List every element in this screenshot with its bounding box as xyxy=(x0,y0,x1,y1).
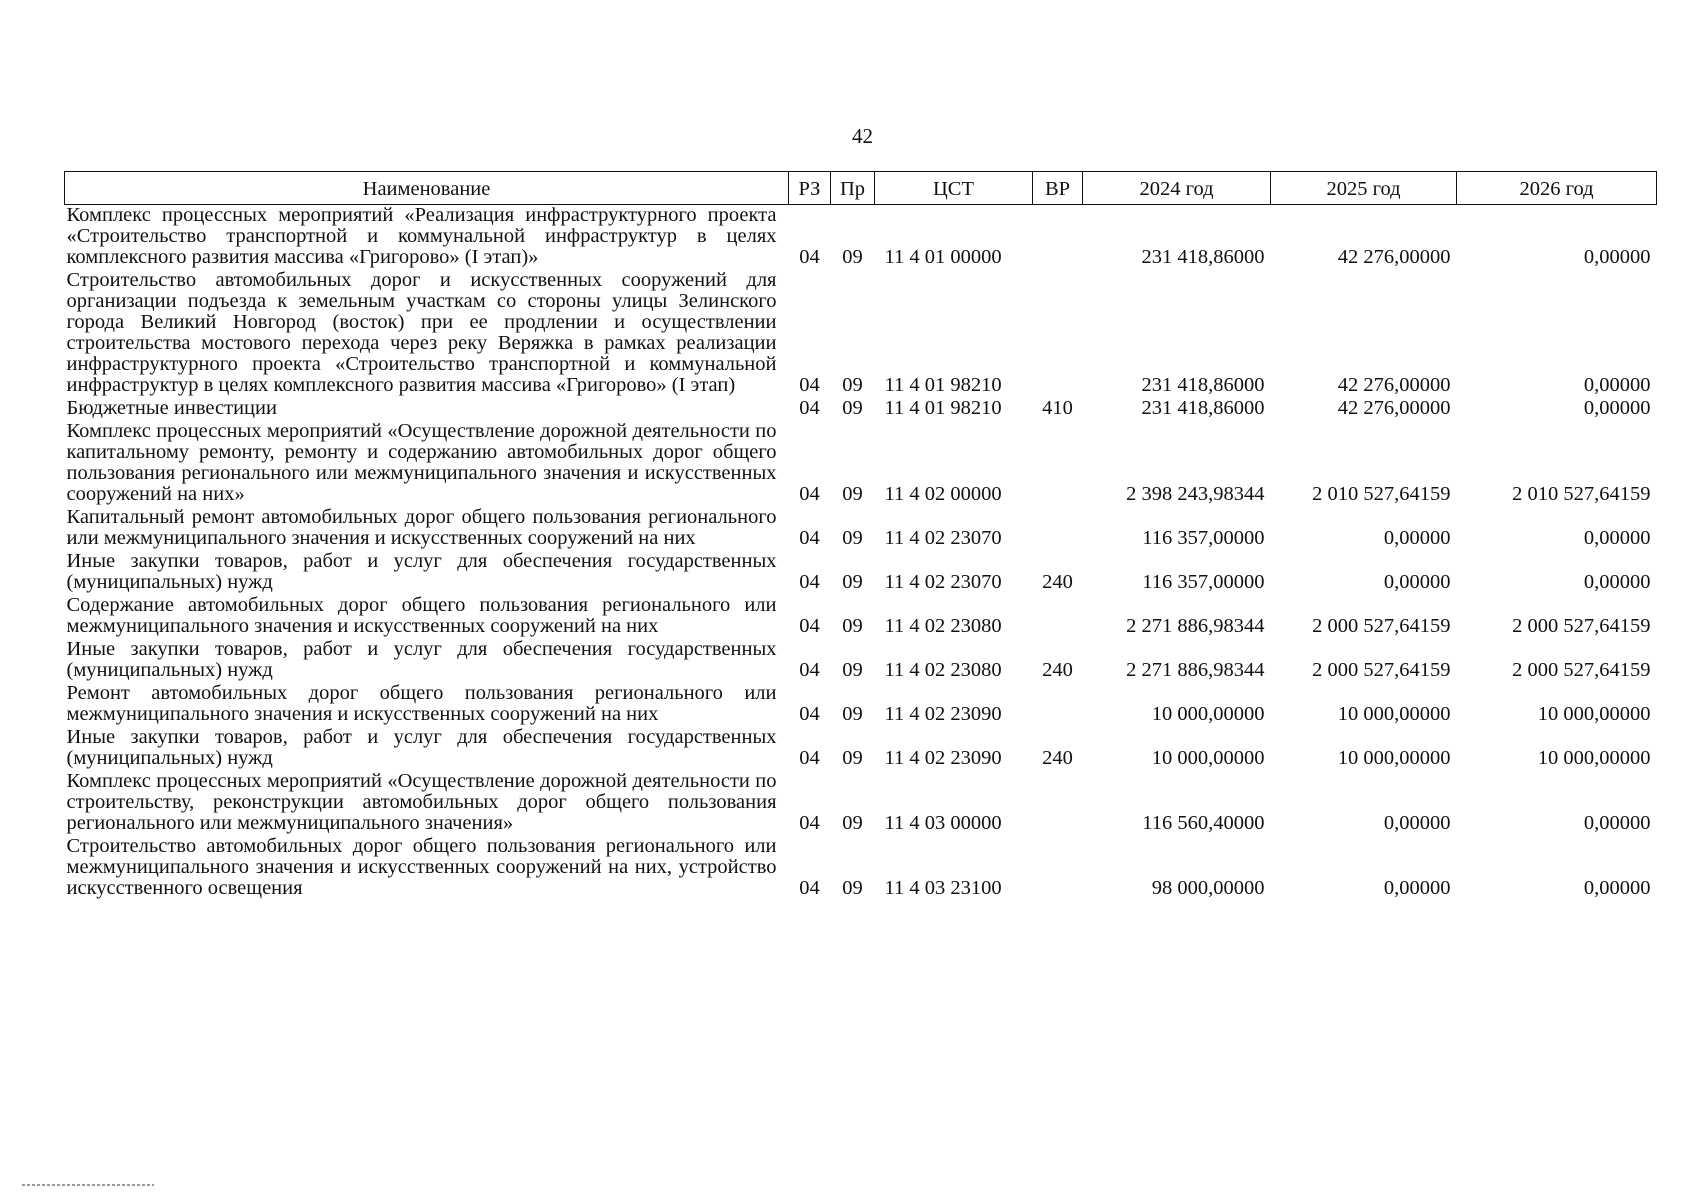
row-2025: 2 010 527,64159 xyxy=(1312,483,1451,505)
row-pr: 09 xyxy=(842,877,863,899)
row-cst: 11 4 01 98210 xyxy=(884,397,1002,419)
header-name: Наименование xyxy=(65,172,789,205)
row-vr xyxy=(1033,205,1083,271)
row-rz: 04 xyxy=(799,246,820,268)
row-cst: 11 4 03 23100 xyxy=(884,877,1002,899)
table-row xyxy=(65,683,1657,727)
row-vr: 240 xyxy=(1042,747,1073,769)
row-vr xyxy=(1033,270,1083,398)
table-row xyxy=(65,639,1657,683)
table-row xyxy=(65,595,1657,639)
row-2025: 10 000,00000 xyxy=(1337,703,1451,725)
row-vr: 240 xyxy=(1042,571,1073,593)
row-rz: 04 xyxy=(799,747,820,769)
row-vr xyxy=(1033,421,1083,507)
table-row xyxy=(65,836,1657,901)
scan-artifact-line xyxy=(22,1184,154,1186)
row-name: Строительство автомобильных дорог и искусственных сооружений для организации подъезда к земельным участкам со стороны улицы Зелинского города Великий Новгород (восток) при ее продлении и осуществлении строительства мостового перехода через реку Веряжка в рамках реализации инфраструктурного проекта «Строительство транспортной и коммунальной инфраструктур в целях комплексного развития массива «Григорово» (I этап) xyxy=(66,269,777,396)
row-rz: 04 xyxy=(799,483,820,505)
row-cst: 11 4 02 23080 xyxy=(884,659,1002,681)
row-vr: 240 xyxy=(1042,659,1073,681)
header-rz: РЗ xyxy=(789,172,831,205)
row-2026: 10 000,00000 xyxy=(1537,703,1651,725)
row-2025: 0,00000 xyxy=(1383,527,1451,549)
row-cst: 11 4 02 23090 xyxy=(884,747,1002,769)
budget-table xyxy=(64,171,1657,901)
row-2024: 2 271 886,98344 xyxy=(1126,615,1265,637)
table-row xyxy=(65,205,1657,271)
row-2026: 0,00000 xyxy=(1583,374,1651,396)
row-pr: 09 xyxy=(842,659,863,681)
row-rz: 04 xyxy=(799,703,820,725)
table-row xyxy=(65,507,1657,551)
row-2024: 2 271 886,98344 xyxy=(1126,659,1265,681)
row-2026: 0,00000 xyxy=(1583,812,1651,834)
header-2025: 2025 год xyxy=(1271,172,1457,205)
header-row xyxy=(65,172,1657,205)
row-2025: 0,00000 xyxy=(1383,812,1451,834)
row-name: Иные закупки товаров, работ и услуг для обеспечения государственных (муниципальных) нужд xyxy=(66,638,777,681)
row-name: Иные закупки товаров, работ и услуг для обеспечения государственных (муниципальных) нужд xyxy=(66,726,777,769)
row-name: Комплекс процессных мероприятий «Осуществление дорожной деятельности по капитальному ремонту, ремонту и содержанию автомобильных дорог общего пользования регионального или межмуниципального значения и искусственных сооружений на них» xyxy=(66,420,777,505)
row-2025: 2 000 527,64159 xyxy=(1312,659,1451,681)
row-2026: 2 000 527,64159 xyxy=(1512,659,1651,681)
row-vr xyxy=(1033,771,1083,836)
row-vr xyxy=(1033,836,1083,901)
row-2025: 0,00000 xyxy=(1383,571,1451,593)
row-rz: 04 xyxy=(799,571,820,593)
row-name: Капитальный ремонт автомобильных дорог общего пользования регионального или межмуниципального значения и искусственных сооружений на них xyxy=(66,506,777,549)
row-cst: 11 4 03 00000 xyxy=(884,812,1002,834)
row-2024: 2 398 243,98344 xyxy=(1126,483,1265,505)
page-number: 42 xyxy=(852,124,873,148)
row-cst: 11 4 02 23090 xyxy=(884,703,1002,725)
row-vr xyxy=(1033,683,1083,727)
row-2026: 0,00000 xyxy=(1583,246,1651,268)
table-row xyxy=(65,551,1657,595)
row-2026: 0,00000 xyxy=(1583,877,1651,899)
row-pr: 09 xyxy=(842,374,863,396)
table-row xyxy=(65,727,1657,771)
row-2024: 231 418,86000 xyxy=(1141,374,1265,396)
row-2025: 42 276,00000 xyxy=(1337,397,1451,419)
header-2024: 2024 год xyxy=(1083,172,1271,205)
table-row xyxy=(65,270,1657,398)
row-2024: 116 357,00000 xyxy=(1142,571,1265,593)
table-header xyxy=(65,172,1657,205)
row-rz: 04 xyxy=(799,877,820,899)
row-name: Комплекс процессных мероприятий «Осуществление дорожной деятельности по строительству, реконструкции автомобильных дорог общего пользования регионального или межмуниципального значения» xyxy=(66,770,777,834)
row-cst: 11 4 02 23070 xyxy=(884,527,1002,549)
row-cst: 11 4 02 23080 xyxy=(884,615,1002,637)
row-cst: 11 4 01 00000 xyxy=(884,246,1002,268)
row-pr: 09 xyxy=(842,615,863,637)
row-2026: 0,00000 xyxy=(1583,397,1651,419)
row-vr xyxy=(1033,507,1083,551)
table-row xyxy=(65,398,1657,421)
row-2025: 42 276,00000 xyxy=(1337,246,1451,268)
row-2025: 10 000,00000 xyxy=(1337,747,1451,769)
row-pr: 09 xyxy=(842,483,863,505)
row-rz: 04 xyxy=(799,397,820,419)
table-row xyxy=(65,421,1657,507)
row-pr: 09 xyxy=(842,812,863,834)
row-2024: 10 000,00000 xyxy=(1151,747,1265,769)
row-vr: 410 xyxy=(1042,397,1073,419)
row-cst: 11 4 02 23070 xyxy=(884,571,1002,593)
row-2024: 116 560,40000 xyxy=(1142,812,1265,834)
row-2026: 10 000,00000 xyxy=(1537,747,1651,769)
row-name: Комплекс процессных мероприятий «Реализация инфраструктурного проекта «Строительство транспортной и коммунальной инфраструктур в целях комплексного развития массива «Григорово» (I этап)» xyxy=(66,204,777,268)
row-rz: 04 xyxy=(799,812,820,834)
row-2025: 42 276,00000 xyxy=(1337,374,1451,396)
row-pr: 09 xyxy=(842,246,863,268)
row-2025: 2 000 527,64159 xyxy=(1312,615,1451,637)
row-name: Бюджетные инвестиции xyxy=(66,397,277,419)
row-name: Содержание автомобильных дорог общего пользования регионального или межмуниципального значения и искусственных сооружений на них xyxy=(66,594,777,637)
row-rz: 04 xyxy=(799,527,820,549)
row-rz: 04 xyxy=(799,615,820,637)
row-2024: 98 000,00000 xyxy=(1151,877,1265,899)
row-cst: 11 4 01 98210 xyxy=(884,374,1002,396)
row-pr: 09 xyxy=(842,747,863,769)
row-pr: 09 xyxy=(842,571,863,593)
row-rz: 04 xyxy=(799,374,820,396)
row-pr: 09 xyxy=(842,703,863,725)
row-2024: 231 418,86000 xyxy=(1141,246,1265,268)
row-2024: 116 357,00000 xyxy=(1142,527,1265,549)
table-body xyxy=(65,205,1657,902)
row-name: Строительство автомобильных дорог общего пользования регионального или межмуниципального значения и искусственных сооружений на них, устройство искусственного освещения xyxy=(66,835,777,899)
header-pr: Пр xyxy=(831,172,875,205)
header-cst: ЦСТ xyxy=(875,172,1033,205)
table-row xyxy=(65,771,1657,836)
row-rz: 04 xyxy=(799,659,820,681)
header-vr: ВР xyxy=(1033,172,1083,205)
row-pr: 09 xyxy=(842,527,863,549)
row-vr xyxy=(1033,595,1083,639)
row-2024: 10 000,00000 xyxy=(1151,703,1265,725)
row-name: Ремонт автомобильных дорог общего пользования регионального или межмуниципального значения и искусственных сооружений на них xyxy=(66,682,777,725)
row-2026: 0,00000 xyxy=(1583,571,1651,593)
row-pr: 09 xyxy=(842,397,863,419)
header-2026: 2026 год xyxy=(1457,172,1657,205)
row-2026: 0,00000 xyxy=(1583,527,1651,549)
row-cst: 11 4 02 00000 xyxy=(884,483,1002,505)
row-2025: 0,00000 xyxy=(1383,877,1451,899)
row-2026: 2 010 527,64159 xyxy=(1512,483,1651,505)
row-2024: 231 418,86000 xyxy=(1141,397,1265,419)
row-name: Иные закупки товаров, работ и услуг для обеспечения государственных (муниципальных) нужд xyxy=(66,550,777,593)
row-2026: 2 000 527,64159 xyxy=(1512,615,1651,637)
